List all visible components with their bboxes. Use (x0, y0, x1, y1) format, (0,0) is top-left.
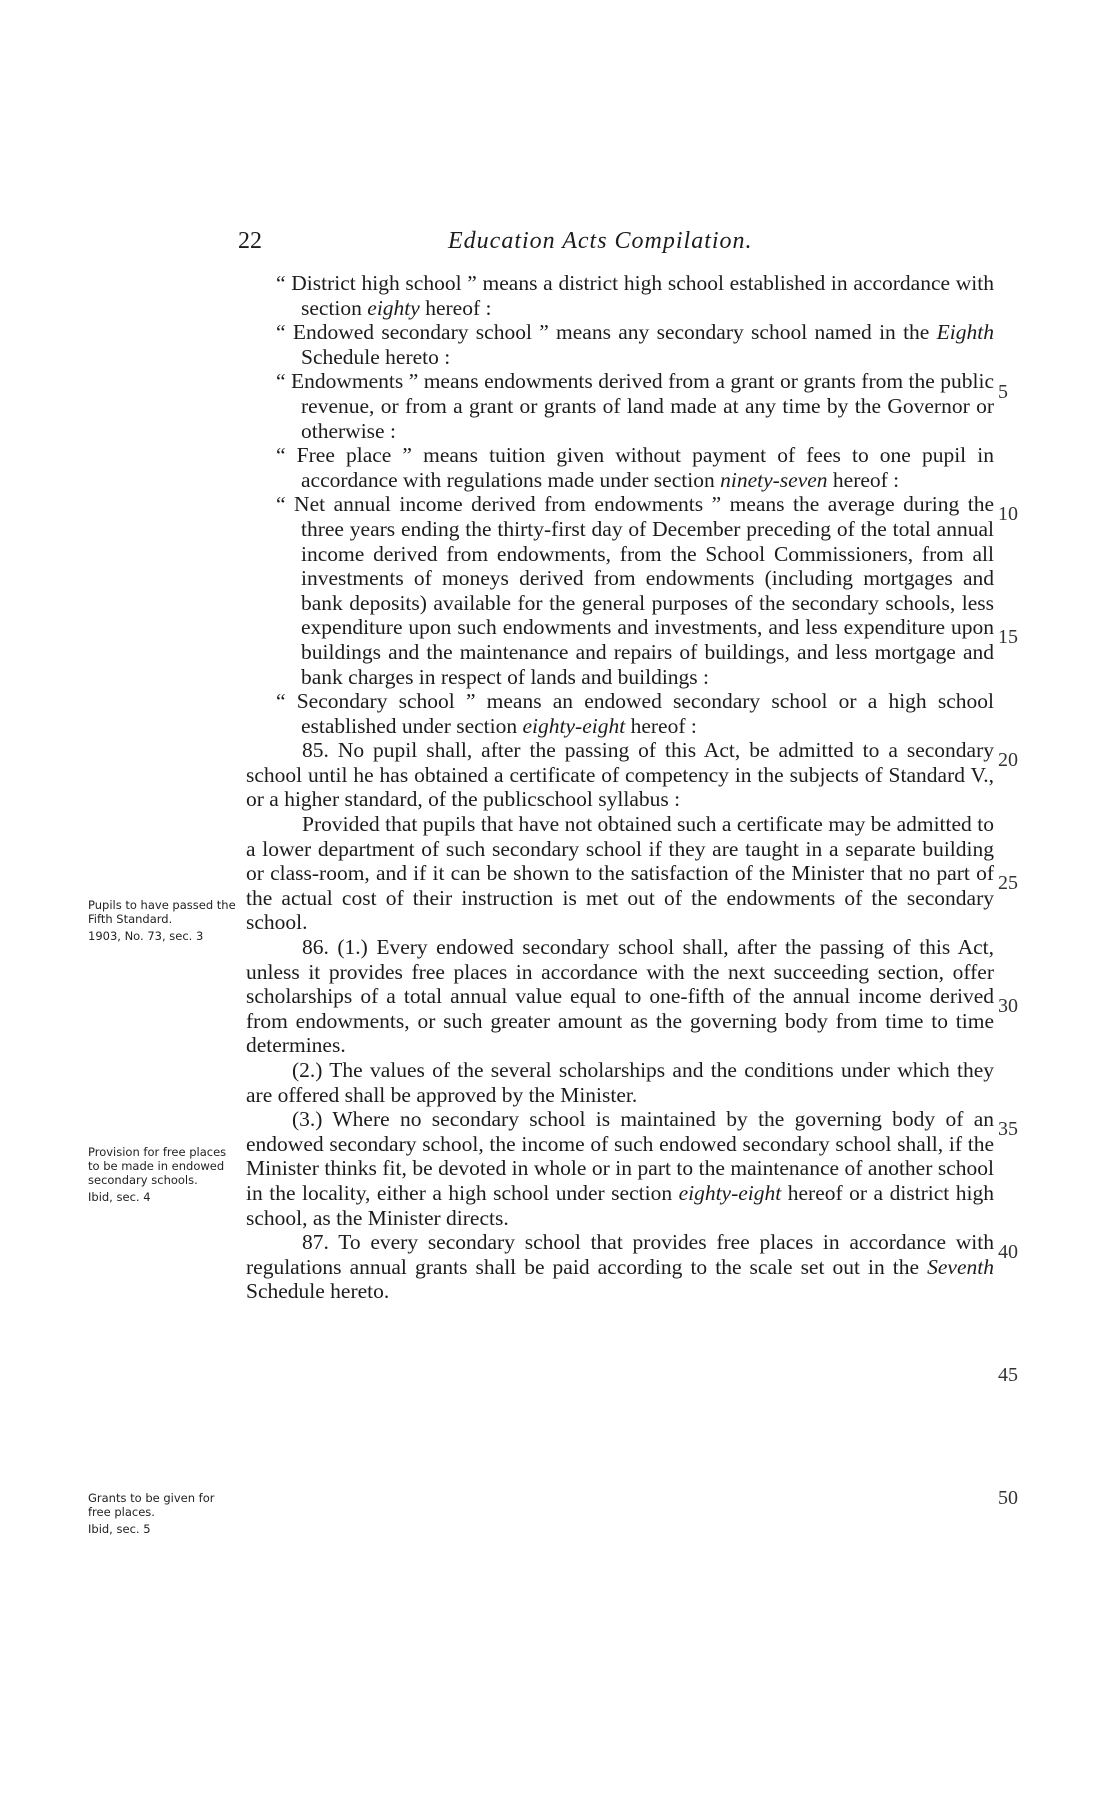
margin-note-reference: Ibid, sec. 4 (88, 1190, 151, 1204)
line-number: 45 (998, 1364, 1018, 1386)
body-text (246, 271, 994, 1304)
section-86-2: (2.) The values of the several scholarships and the conditions under which they are offered shall be approved by the Minister. (246, 1058, 994, 1107)
section-85-proviso: Provided that pupils that have not obtained such a certificate may be admitted to a lower department of such secondary school if they are taught in a separate building or class-room, and if it can be shown to the satisfaction of the Minister that no part of the actual cost of their instruction is met out of the endowments of the secondary school. (246, 812, 994, 935)
definition-endowments: “ Endowments ” means endowments derived from a grant or grants from the public revenue, or from a grant or grants of land made at any time by the Governor or otherwise : (276, 369, 994, 443)
section-87: 87. To every secondary school that provides free places in accordance with regulations annual grants shall be paid according to the scale set out in the Seventh Schedule hereto. (246, 1230, 994, 1304)
section-86-1: 86. (1.) Every endowed secondary school shall, after the passing of this Act, unless it provides free places in accordance with the next succeeding section, offer scholarships of a total annual value equal to one-fifth of the annual income derived from endowments, or such greater amount as the governing body from time to time determines. (246, 935, 994, 1058)
margin-note-title: Provision for free places to be made in endowed secondary schools. (88, 1145, 227, 1187)
definition-secondary-school: “ Secondary school ” means an endowed secondary school or a high school established under section eighty-eight hereof : (276, 689, 994, 738)
definition-free-place: “ Free place ” means tuition given without payment of fees to one pupil in accordance with regulations made under section ninety-seven hereof : (276, 443, 994, 492)
definition-district-high-school: “ District high school ” means a district high school established in accordance with section eighty hereof : (276, 271, 994, 320)
page-header (238, 228, 998, 260)
section-86-3: (3.) Where no secondary school is maintained by the governing body of an endowed secondary school, the income of such endowed secondary school shall, if the Minister thinks fit, be devoted in whole or in part to the maintenance of another school in the locality, either a high school under section eighty-eight hereof or a district high school, as the Minister directs. (246, 1107, 994, 1230)
margin-note-title: Pupils to have passed the Fifth Standard. (88, 898, 236, 926)
line-number: 5 (998, 381, 1008, 403)
line-number: 40 (998, 1241, 1018, 1263)
page-number: 22 (238, 228, 262, 254)
margin-note-reference: Ibid, sec. 5 (88, 1522, 151, 1536)
line-number: 50 (998, 1487, 1018, 1509)
line-number: 20 (998, 749, 1018, 771)
line-number: 30 (998, 995, 1018, 1017)
margin-note-grants-free-places (88, 1491, 238, 1536)
line-number: 25 (998, 872, 1018, 894)
line-number: 35 (998, 1118, 1018, 1140)
margin-note-reference: 1903, No. 73, sec. 3 (88, 929, 204, 943)
margin-note-free-places (88, 1145, 238, 1204)
running-title: Education Acts Compilation. (448, 228, 753, 254)
line-number: 15 (998, 626, 1018, 648)
margin-note-pupils-fifth-standard (88, 898, 238, 943)
definition-endowed-secondary-school: “ Endowed secondary school ” means any secondary school named in the Eighth Schedule hereto : (276, 320, 994, 369)
line-number: 10 (998, 503, 1018, 525)
margin-note-title: Grants to be given for free places. (88, 1491, 215, 1519)
definition-net-annual-income: “ Net annual income derived from endowments ” means the average during the three years ending the thirty-first day of December preceding of the total annual income derived from endowments, from the School Commissioners, from all investments of moneys derived from endowments (including mortgages and bank deposits) available for the general purposes of the secondary schools, less expenditure upon such endowments and investments, and less expenditure upon buildings and the maintenance and repairs of buildings, and less mortgage and bank charges in respect of lands and buildings : (276, 492, 994, 689)
section-85: 85. No pupil shall, after the passing of this Act, be admitted to a secondary school until he has obtained a certificate of competency in the subjects of Standard V., or a higher standard, of the publicschool syllabus : (246, 738, 994, 812)
